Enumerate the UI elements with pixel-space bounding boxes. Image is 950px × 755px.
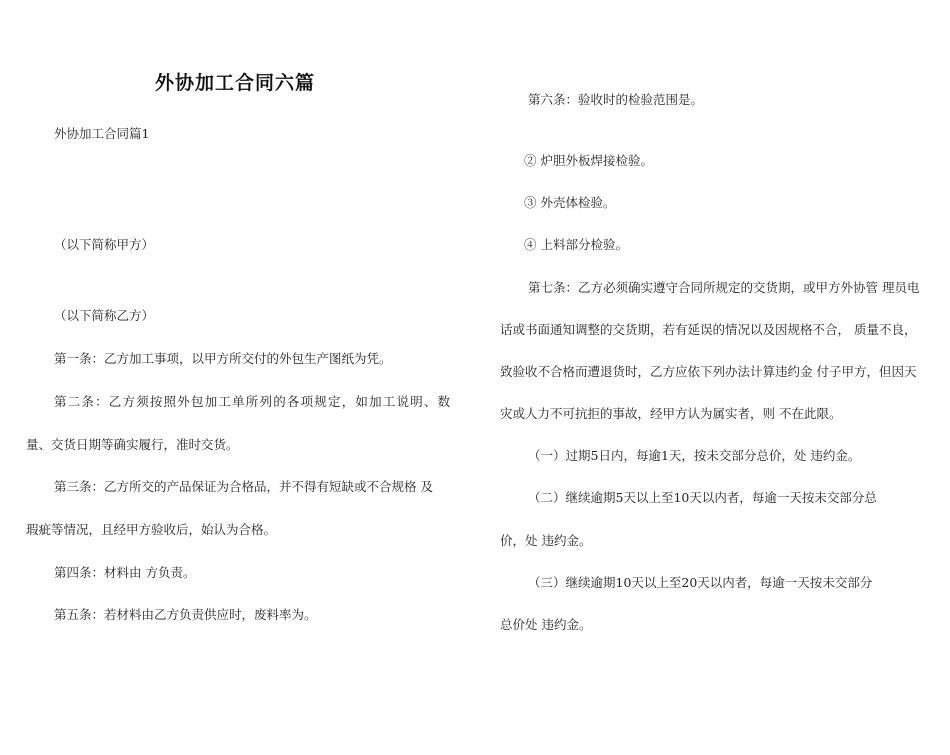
article-6: 第六条：验收时的检验范围是。 bbox=[528, 92, 704, 107]
inspection-item-3: ③ 外壳体检验。 bbox=[524, 195, 616, 210]
article-1: 第一条：乙方加工事项，以甲方所交付的外包生产图纸为凭。 bbox=[54, 351, 392, 366]
penalty-clause-3-line-2: 总价处 违约金。 bbox=[500, 617, 592, 632]
party-b-label: （以下简称乙方） bbox=[54, 308, 155, 323]
penalty-clause-1: （一）过期5日内，每逾1天，按未交部分总价，处 违约金。 bbox=[528, 448, 861, 463]
article-7-line-4: 灾或人力不可抗拒的事故，经甲方认为属实者，则 不在此限。 bbox=[500, 406, 842, 421]
party-a-label: （以下简称甲方） bbox=[54, 237, 155, 252]
article-7-line-3: 致验收不合格而遭退货时，乙方应依下列办法计算违约金 付子甲方，但因天 bbox=[500, 364, 917, 379]
article-7-line-1: 第七条：乙方必须确实遵守合同所规定的交货期，或甲方外协管 理员电 bbox=[528, 280, 920, 295]
penalty-clause-3-line-1: （三）继续逾期10天以上至20天以内者，每逾一天按未交部分 bbox=[528, 575, 873, 590]
inspection-item-4: ④ 上料部分检验。 bbox=[524, 237, 628, 252]
penalty-clause-2-line-2: 价，处 违约金。 bbox=[500, 533, 592, 548]
article-5: 第五条：若材料由乙方负责供应时，废料率为。 bbox=[54, 607, 317, 622]
inspection-item-2: ② 炉胆外板焊接检验。 bbox=[524, 153, 653, 168]
article-4: 第四条：材料由 方负责。 bbox=[54, 565, 196, 580]
contract-subtitle: 外协加工合同篇1 bbox=[54, 126, 150, 141]
article-2-line-1: 第二条：乙方须按照外包加工单所列的各项规定，如加工说明、数 bbox=[54, 394, 452, 409]
article-7-line-2: 话或书面通知调整的交货期，若有延误的情况以及因规格不合， 质量不良， bbox=[500, 322, 917, 337]
article-3-line-1: 第三条：乙方所交的产品保证为合格品，并不得有短缺或不合规格 及 bbox=[54, 479, 433, 494]
article-2-line-2: 量、交货日期等确实履行，准时交货。 bbox=[26, 437, 239, 452]
document-title: 外协加工合同六篇 bbox=[155, 72, 316, 94]
article-3-line-2: 瑕疵等情况，且经甲方验收后，始认为合格。 bbox=[26, 522, 277, 537]
penalty-clause-2-line-1: （二）继续逾期5天以上至10天以内者，每逾一天按未交部分总 bbox=[528, 490, 877, 505]
